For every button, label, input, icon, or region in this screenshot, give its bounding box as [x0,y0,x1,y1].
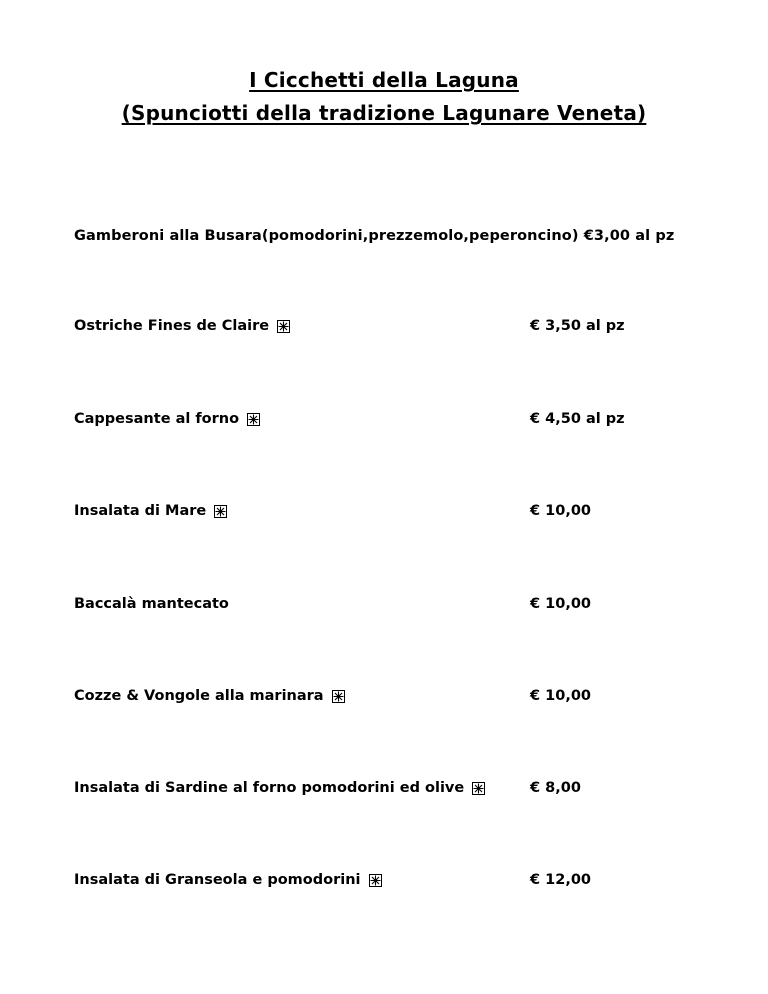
item-price: € 4,50 al pz [530,411,625,427]
item-name-group [74,872,382,888]
menu-item-cappesante [74,411,714,435]
intro-line: Gamberoni alla Busara(pomodorini,prezzemolo,peperoncino) €3,00 al pz [74,228,675,244]
item-name-group [74,411,260,427]
item-name-group [74,780,485,796]
snowflake-icon [472,782,485,795]
menu-item-baccala [74,596,714,620]
item-name-group [74,503,227,519]
snowflake-icon [332,690,345,703]
item-name: Insalata di Mare [74,503,207,519]
menu-item-sardine [74,780,714,804]
item-name: Cozze & Vongole alla marinara [74,688,324,704]
snowflake-icon [247,413,260,426]
snowflake-icon [277,320,290,333]
item-name: Cappesante al forno [74,411,240,427]
menu-header [0,64,768,130]
item-name: Insalata di Sardine al forno pomodorini ed olive [74,780,465,796]
item-price: € 8,00 [530,780,581,796]
item-price: € 3,50 al pz [530,318,625,334]
item-price: € 12,00 [530,872,592,888]
menu-item-cozze-vongole [74,688,714,712]
snowflake-icon [214,505,227,518]
menu-item-ostriche [74,318,714,342]
item-name: Insalata di Granseola e pomodorini [74,872,361,888]
item-name: Baccalà mantecato [74,596,229,612]
item-name: Ostriche Fines de Claire [74,318,270,334]
snowflake-icon [369,874,382,887]
menu-title: I Cicchetti della Laguna [249,68,519,92]
item-name-group [74,688,345,704]
menu-subtitle: (Spunciotti della tradizione Lagunare Veneta) [121,101,647,125]
item-price: € 10,00 [530,503,592,519]
menu-item-insalata-mare [74,503,714,527]
menu-item-granseola [74,872,714,896]
item-name-group [74,318,290,334]
item-name-group [74,596,229,612]
item-price: € 10,00 [530,596,592,612]
item-price: € 10,00 [530,688,592,704]
